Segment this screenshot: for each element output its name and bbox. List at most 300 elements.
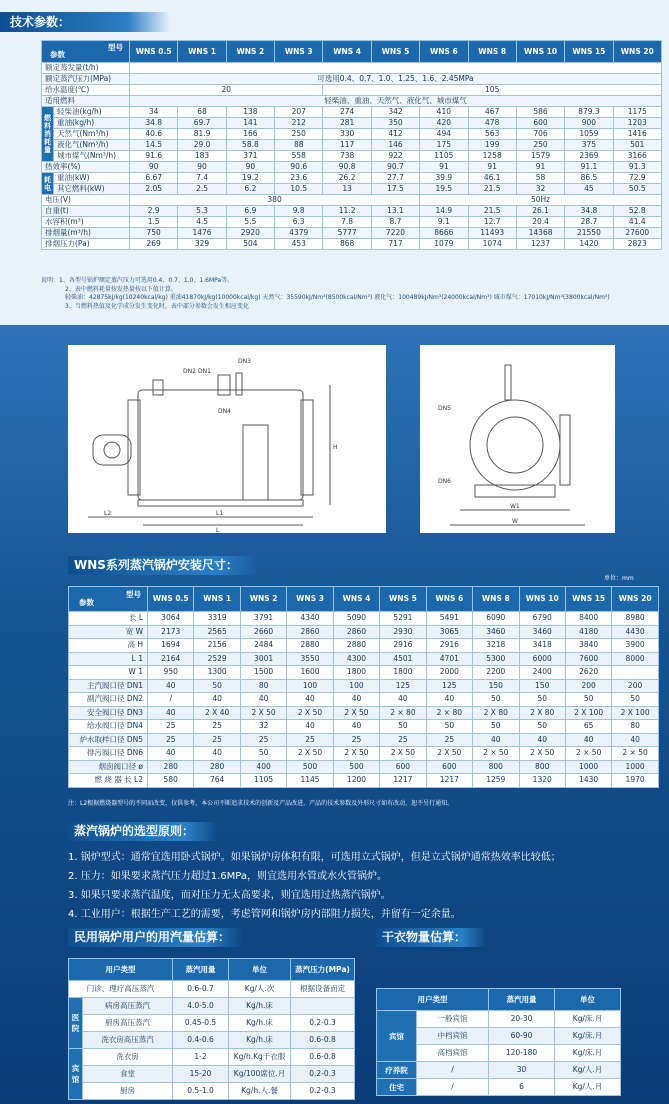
spec-cell: 90.6 — [275, 162, 323, 173]
install-cell: / — [148, 693, 194, 707]
install-model-header: WNS 15 — [565, 587, 611, 612]
install-row-label: 排污阀口径 DN6 — [69, 747, 148, 761]
install-cell: 50 — [380, 720, 426, 734]
install-cell: 2930 — [380, 625, 426, 639]
spec-cell: 1258 — [468, 151, 516, 162]
install-cell: 25 — [194, 733, 240, 747]
label-l: L — [216, 527, 220, 533]
spec-cell: 563 — [468, 129, 516, 140]
install-model-header: WNS 2 — [240, 587, 286, 612]
install-cell: 4501 — [380, 652, 426, 666]
spec-cell: 58.8 — [226, 140, 274, 151]
install-cell: 1105 — [240, 774, 286, 788]
spec-cell: 4379 — [275, 228, 323, 239]
spec-cell: 410 — [420, 107, 468, 118]
install-cell: 1300 — [194, 666, 240, 680]
spec-cell: 90 — [178, 162, 226, 173]
spec-row-label: 液化气(Nm³/h) — [54, 140, 130, 151]
spec-model-header: WNS 4 — [323, 41, 371, 63]
spec-cell: 1105 — [420, 151, 468, 162]
install-cell: 25 — [194, 720, 240, 734]
install-cell: 2 × 50 — [473, 747, 519, 761]
install-cell: 3840 — [565, 639, 611, 653]
spec-model-header: WNS 5 — [371, 41, 419, 63]
civil-unit: Kg/h.床 — [229, 998, 291, 1015]
spec-cell: 91 — [468, 162, 516, 173]
install-cell: 80 — [612, 720, 658, 734]
install-cell-empty — [612, 666, 658, 680]
spec-cell: 9.8 — [275, 206, 323, 217]
install-cell: 5300 — [473, 652, 519, 666]
spec-cell: 41.4 — [613, 217, 661, 228]
spec-row — [42, 228, 662, 239]
install-row-label: 给水阀口径 DN4 — [69, 720, 148, 734]
spec-row-label: 重油(kW) — [54, 173, 130, 184]
civil-type: 食堂 — [83, 1066, 173, 1083]
install-cell: 2880 — [333, 639, 379, 653]
spec-cell: 90.8 — [323, 162, 371, 173]
spec-cell: 45 — [565, 184, 613, 195]
spec-cell: 21.5 — [468, 184, 516, 195]
spec-row — [42, 162, 662, 173]
spec-cell: 39.9 — [420, 173, 468, 184]
spec-model-header: WNS 3 — [275, 41, 323, 63]
install-cell: 2 X 50 — [287, 747, 333, 761]
spec-header-param: 参数 — [50, 50, 65, 59]
spec-span-cell: 380 — [130, 195, 420, 206]
install-cell: 6000 — [519, 652, 565, 666]
spec-cell: 17.5 — [371, 184, 419, 195]
spec-model-header: WNS 2 — [226, 41, 274, 63]
spec-row — [42, 118, 662, 129]
install-cell: 1500 — [240, 666, 286, 680]
install-cell: 5291 — [380, 612, 426, 626]
civil-header: 蒸汽用量 — [173, 959, 229, 981]
spec-table — [41, 40, 662, 250]
laundry-unit: Kg/人.月 — [555, 1062, 621, 1079]
install-row — [69, 720, 659, 734]
label-dn5: DN5 — [438, 405, 451, 412]
install-cell: 6790 — [519, 612, 565, 626]
civil-row — [69, 998, 355, 1015]
spec-cell: 90.7 — [371, 162, 419, 173]
laundry-unit: Kg/人.月 — [555, 1079, 621, 1096]
laundry-header: 单位 — [555, 989, 621, 1011]
install-cell: 4180 — [565, 625, 611, 639]
install-row — [69, 625, 659, 639]
install-cell: 40 — [287, 693, 333, 707]
install-cell: 500 — [287, 760, 333, 774]
spec-cell: 1059 — [565, 129, 613, 140]
spec-cell: 19.2 — [226, 173, 274, 184]
install-cell: 2565 — [194, 625, 240, 639]
spec-cell: 2.05 — [130, 184, 178, 195]
spec-row — [42, 140, 662, 151]
spec-model-header: WNS 10 — [516, 41, 564, 63]
spec-cell: 14.5 — [130, 140, 178, 151]
spec-span-cell: 20 — [130, 85, 323, 96]
hospital-group-label: 医院 — [69, 998, 83, 1049]
install-cell: 3791 — [240, 612, 286, 626]
install-cell: 150 — [473, 679, 519, 693]
spec-cell: 1079 — [420, 239, 468, 250]
install-model-header: WNS 6 — [426, 587, 472, 612]
civil-amount: 0.4-0.6 — [173, 1032, 229, 1049]
laundry-table — [376, 988, 621, 1096]
civil-row — [69, 1083, 355, 1100]
civil-amount: 1-2 — [173, 1049, 229, 1066]
spec-cell: 21.5 — [468, 206, 516, 217]
civil-pressure — [291, 998, 355, 1015]
spec-cell: 5.5 — [226, 217, 274, 228]
install-cell: 3550 — [287, 652, 333, 666]
install-cell: 50 — [473, 693, 519, 707]
spec-cell: 2369 — [565, 151, 613, 162]
spec-row — [42, 96, 662, 107]
install-cell: 800 — [519, 760, 565, 774]
label-l2: L2 — [104, 510, 112, 517]
install-cell: 25 — [426, 733, 472, 747]
rule-3: 3. 如果只要求蒸汽温度，而对压力无太高要求，则宜选用过热蒸汽锅炉。 — [68, 890, 391, 901]
laundry-type: 中档宾馆 — [417, 1028, 489, 1045]
spec-cell: 5.3 — [178, 206, 226, 217]
spec-cell: 6.67 — [130, 173, 178, 184]
spec-row — [42, 239, 662, 250]
spec-header-corner — [42, 41, 130, 63]
spec-row — [42, 195, 662, 206]
laundry-amount: 30 — [489, 1062, 555, 1079]
install-cell: 2 X 50 — [519, 747, 565, 761]
laundry-row — [377, 1062, 621, 1079]
laundry-title: 干衣物量估算： — [376, 928, 486, 947]
laundry-type: / — [417, 1062, 489, 1079]
label-dn1: DN1 — [198, 368, 211, 375]
spec-cell: 34.8 — [565, 206, 613, 217]
spec-row-label: 额定蒸汽压力(MPa) — [42, 74, 130, 85]
spec-model-header: WNS 20 — [613, 41, 661, 63]
spec-model-header: WNS 1 — [178, 41, 226, 63]
spec-cell: 26.2 — [323, 173, 371, 184]
spec-model-header: WNS 6 — [420, 41, 468, 63]
install-cell: 3319 — [194, 612, 240, 626]
fuel-group-label: 燃料消耗量 — [42, 107, 54, 162]
install-cell: 1000 — [565, 760, 611, 774]
label-w: W — [512, 518, 518, 525]
laundry-unit: Kg/床.月 — [555, 1011, 621, 1028]
install-title: WNS系列蒸汽锅炉安装尺寸： — [68, 556, 258, 575]
civil-pressure: 0.6-0.8 — [291, 1032, 355, 1049]
install-cell: 400 — [240, 760, 286, 774]
civil-amount: 4.0-5.0 — [173, 998, 229, 1015]
spec-cell: 58 — [516, 173, 564, 184]
civil-pressure: 0.2-0.3 — [291, 1083, 355, 1100]
install-cell: 2 X 100 — [565, 706, 611, 720]
install-cell: 3418 — [519, 639, 565, 653]
install-cell: 40 — [380, 693, 426, 707]
install-row-label: 烟囱阀口径 ø — [69, 760, 148, 774]
install-cell: 40 — [194, 747, 240, 761]
install-cell: 50 — [473, 720, 519, 734]
install-cell: 2 X 50 — [333, 747, 379, 761]
spec-cell: 11493 — [468, 228, 516, 239]
spec-cell: 329 — [178, 239, 226, 250]
spec-span-cell — [130, 63, 662, 74]
spec-cell: 2.9 — [130, 206, 178, 217]
install-cell: 40 — [194, 693, 240, 707]
install-cell: 764 — [194, 774, 240, 788]
install-cell: 40 — [148, 706, 194, 720]
civil-pressure: 0.2-0.3 — [291, 1015, 355, 1032]
civil-header: 单位 — [229, 959, 291, 981]
install-cell: 40 — [333, 693, 379, 707]
civil-header: 蒸汽压力(MPa) — [291, 959, 355, 981]
spec-cell: 5777 — [323, 228, 371, 239]
install-cell: 40 — [287, 720, 333, 734]
spec-cell: 494 — [420, 129, 468, 140]
install-cell: 3460 — [473, 625, 519, 639]
install-cell: 40 — [426, 693, 472, 707]
spec-cell: 166 — [226, 129, 274, 140]
spec-cell: 250 — [516, 140, 564, 151]
install-model-header: WNS 4 — [333, 587, 379, 612]
install-cell: 2 × 80 — [380, 706, 426, 720]
civil-unit: Kg/h.Kg干衣服 — [229, 1049, 291, 1066]
spec-cell: 1074 — [468, 239, 516, 250]
install-row — [69, 666, 659, 680]
spec-cell: 19.5 — [420, 184, 468, 195]
spec-cell: 138 — [226, 107, 274, 118]
boiler-front-drawing — [420, 345, 615, 533]
install-cell: 950 — [148, 666, 194, 680]
spec-cell: 32 — [516, 184, 564, 195]
install-cell: 800 — [473, 760, 519, 774]
spec-cell: 504 — [226, 239, 274, 250]
install-cell: 100 — [287, 679, 333, 693]
spec-cell: 6.9 — [226, 206, 274, 217]
spec-cell: 342 — [371, 107, 419, 118]
install-cell: 2 X 50 — [380, 747, 426, 761]
install-cell: 200 — [565, 679, 611, 693]
civil-type: 洗衣房高压蒸汽 — [83, 1032, 173, 1049]
install-row — [69, 612, 659, 626]
unit-note: 单位：mm — [604, 575, 634, 582]
spec-row-label: 适用燃料 — [42, 96, 130, 107]
laundry-unit: Kg/床.月 — [555, 1028, 621, 1045]
install-cell: 2880 — [287, 639, 333, 653]
install-model-header: WNS 3 — [287, 587, 333, 612]
spec-cell: 7.4 — [178, 173, 226, 184]
spec-cell: 91 — [420, 162, 468, 173]
install-cell: 80 — [240, 679, 286, 693]
install-model-header: WNS 5 — [380, 587, 426, 612]
install-cell: 4300 — [333, 652, 379, 666]
spec-cell: 478 — [468, 118, 516, 129]
spec-row — [42, 63, 662, 74]
spec-cell: 27.7 — [371, 173, 419, 184]
spec-cell: 14.9 — [420, 206, 468, 217]
spec-cell: 28.7 — [565, 217, 613, 228]
spec-cell: 141 — [226, 118, 274, 129]
install-cell: 600 — [380, 760, 426, 774]
spec-row-label: 重油(kg/h) — [54, 118, 130, 129]
install-cell: 65 — [565, 720, 611, 734]
install-row-label: 主汽阀口径 DN1 — [69, 679, 148, 693]
label-dn2: DN2 — [183, 368, 196, 375]
install-cell: 40 — [473, 733, 519, 747]
spec-cell: 412 — [371, 129, 419, 140]
install-cell: 1320 — [519, 774, 565, 788]
spec-cell: 8666 — [420, 228, 468, 239]
install-cell: 40 — [148, 679, 194, 693]
install-cell: 40 — [612, 733, 658, 747]
laundry-row — [377, 1079, 621, 1096]
install-cell: 2 X 50 — [333, 706, 379, 720]
note-4: 3、当燃料热值及化学成分发生变化时，表中部分参数会发生相应变化 — [65, 302, 249, 310]
install-cell: 1200 — [333, 774, 379, 788]
laundry-amount: 20-30 — [489, 1011, 555, 1028]
install-cell: 5491 — [426, 612, 472, 626]
install-row — [69, 706, 659, 720]
civil-amount: 0.45-0.5 — [173, 1015, 229, 1032]
civil-type: 病房高压蒸汽 — [83, 998, 173, 1015]
install-row — [69, 693, 659, 707]
spec-cell: 1203 — [613, 118, 661, 129]
spec-cell: 371 — [226, 151, 274, 162]
spec-row-label: 自重(t) — [42, 206, 130, 217]
civil-row — [69, 981, 355, 998]
rule-2: 2. 压力：如果要求蒸汽压力超过1.6MPa，则宜选用水管或水火管锅炉。 — [68, 871, 387, 882]
spec-cell: 375 — [565, 140, 613, 151]
note-3: 轻柴油：42875kJ/kg(10240kcal/kg) 重油41870kJ/kg(10000kcal/kg) 天然气：35590kJ/Nm³(8500kcal/Nm³) 液化气：100489kJ/Nm³(24000kcal/Nm³) 城市煤气：17010kJ/Nm³(3800kcal/Nm³) — [65, 294, 610, 301]
install-cell: 25 — [380, 733, 426, 747]
install-cell: 280 — [148, 760, 194, 774]
label-h: H — [333, 444, 338, 451]
install-cell: 50 — [240, 747, 286, 761]
civil-unit: Kg/h.人.餐 — [229, 1083, 291, 1100]
spec-span-cell: 50Hz — [420, 195, 662, 206]
install-cell: 1970 — [612, 774, 658, 788]
install-cell: 2860 — [287, 625, 333, 639]
install-cell: 2173 — [148, 625, 194, 639]
civil-pressure: 0.2-0.3 — [291, 1066, 355, 1083]
spec-cell: 207 — [275, 107, 323, 118]
install-header-corner — [69, 587, 148, 612]
spec-cell: 738 — [323, 151, 371, 162]
note-2: 2、表中燃料耗量按发热量按以下值计算。 — [65, 285, 177, 293]
civil-row — [69, 1032, 355, 1049]
spec-row-label: 城市煤气(Nm³/h) — [54, 151, 130, 162]
install-cell: 580 — [148, 774, 194, 788]
spec-model-header: WNS 8 — [468, 41, 516, 63]
install-cell: 2 X 80 — [519, 706, 565, 720]
spec-cell: 501 — [613, 140, 661, 151]
install-cell: 25 — [333, 733, 379, 747]
laundry-row — [377, 1011, 621, 1028]
hotel-group-label: 宾馆 — [69, 1049, 83, 1100]
install-cell: 1600 — [287, 666, 333, 680]
install-model-header: WNS 8 — [473, 587, 519, 612]
spec-cell: 6.3 — [275, 217, 323, 228]
rule-4: 4. 工业用户：根据生产工艺的需要，考虑管网和锅炉房内部阻力损失，并留有一定余量。 — [68, 909, 461, 920]
install-cell: 25 — [240, 733, 286, 747]
install-cell: 25 — [148, 733, 194, 747]
civil-table — [68, 958, 355, 1100]
laundry-header: 用户类型 — [377, 989, 489, 1011]
spec-cell: 453 — [275, 239, 323, 250]
install-cell: 50 — [612, 693, 658, 707]
spec-row — [42, 184, 662, 195]
install-cell: 25 — [148, 720, 194, 734]
spec-row — [42, 206, 662, 217]
install-row-label: 长 L — [69, 612, 148, 626]
spec-cell: 1476 — [178, 228, 226, 239]
install-model-header: WNS 20 — [612, 587, 658, 612]
install-row-label: 燃 烧 器 长 L2 — [69, 774, 148, 788]
civil-unit: Kg/100席位.月 — [229, 1066, 291, 1083]
spec-row-label: 轻柴油(kg/h) — [54, 107, 130, 118]
spec-row-label: 排烟量(m³/h) — [42, 228, 130, 239]
spec-cell: 706 — [516, 129, 564, 140]
spec-cell: 922 — [371, 151, 419, 162]
install-cell: 50 — [519, 693, 565, 707]
spec-cell: 50.5 — [613, 184, 661, 195]
install-cell: 500 — [333, 760, 379, 774]
label-dn3: DN3 — [238, 358, 251, 365]
install-model-header: WNS 1 — [194, 587, 240, 612]
spec-cell: 27600 — [613, 228, 661, 239]
install-cell: 2484 — [240, 639, 286, 653]
spec-row-label: 热效率(%) — [42, 162, 130, 173]
install-cell: 32 — [240, 720, 286, 734]
civil-unit: Kg/h.床 — [229, 1015, 291, 1032]
rule-1: 1. 锅炉型式：通常宜选用卧式锅炉。如果锅炉房体积有限，可选用立式锅炉，但是立式锅炉通常热效率比较低； — [68, 852, 561, 863]
install-cell: 2400 — [519, 666, 565, 680]
install-cell: 1800 — [380, 666, 426, 680]
spec-row — [42, 107, 662, 118]
spec-row — [42, 129, 662, 140]
install-cell: 4340 — [287, 612, 333, 626]
spec-cell: 88 — [275, 140, 323, 151]
laundry-amount: 60-90 — [489, 1028, 555, 1045]
spec-cell: 183 — [178, 151, 226, 162]
spec-cell: 2.5 — [178, 184, 226, 195]
spec-row-label: 排烟压力(Pa) — [42, 239, 130, 250]
laundry-header: 蒸汽用量 — [489, 989, 555, 1011]
civil-title: 民用锅炉用户的用汽量估算： — [68, 928, 243, 947]
install-cell: 2 X 100 — [612, 706, 658, 720]
spec-cell: 14368 — [516, 228, 564, 239]
install-cell: 2 × 50 — [612, 747, 658, 761]
laundry-unit: Kg/床.月 — [555, 1045, 621, 1062]
spec-cell: 2920 — [226, 228, 274, 239]
install-cell: 8980 — [612, 612, 658, 626]
power-group-label: 耗电 — [42, 173, 54, 195]
spec-row — [42, 217, 662, 228]
install-cell: 40 — [240, 693, 286, 707]
install-cell: 1800 — [333, 666, 379, 680]
install-model-header: WNS 0.5 — [148, 587, 194, 612]
spec-cell: 420 — [420, 118, 468, 129]
spec-cell: 117 — [323, 140, 371, 151]
laundry-group: 住宅 — [377, 1079, 417, 1096]
spec-cell: 91.6 — [130, 151, 178, 162]
spec-cell: 40.6 — [130, 129, 178, 140]
install-cell: 600 — [426, 760, 472, 774]
spec-cell: 558 — [275, 151, 323, 162]
civil-type: 厨房 — [83, 1083, 173, 1100]
install-cell: 1145 — [287, 774, 333, 788]
rules-list — [68, 848, 658, 924]
